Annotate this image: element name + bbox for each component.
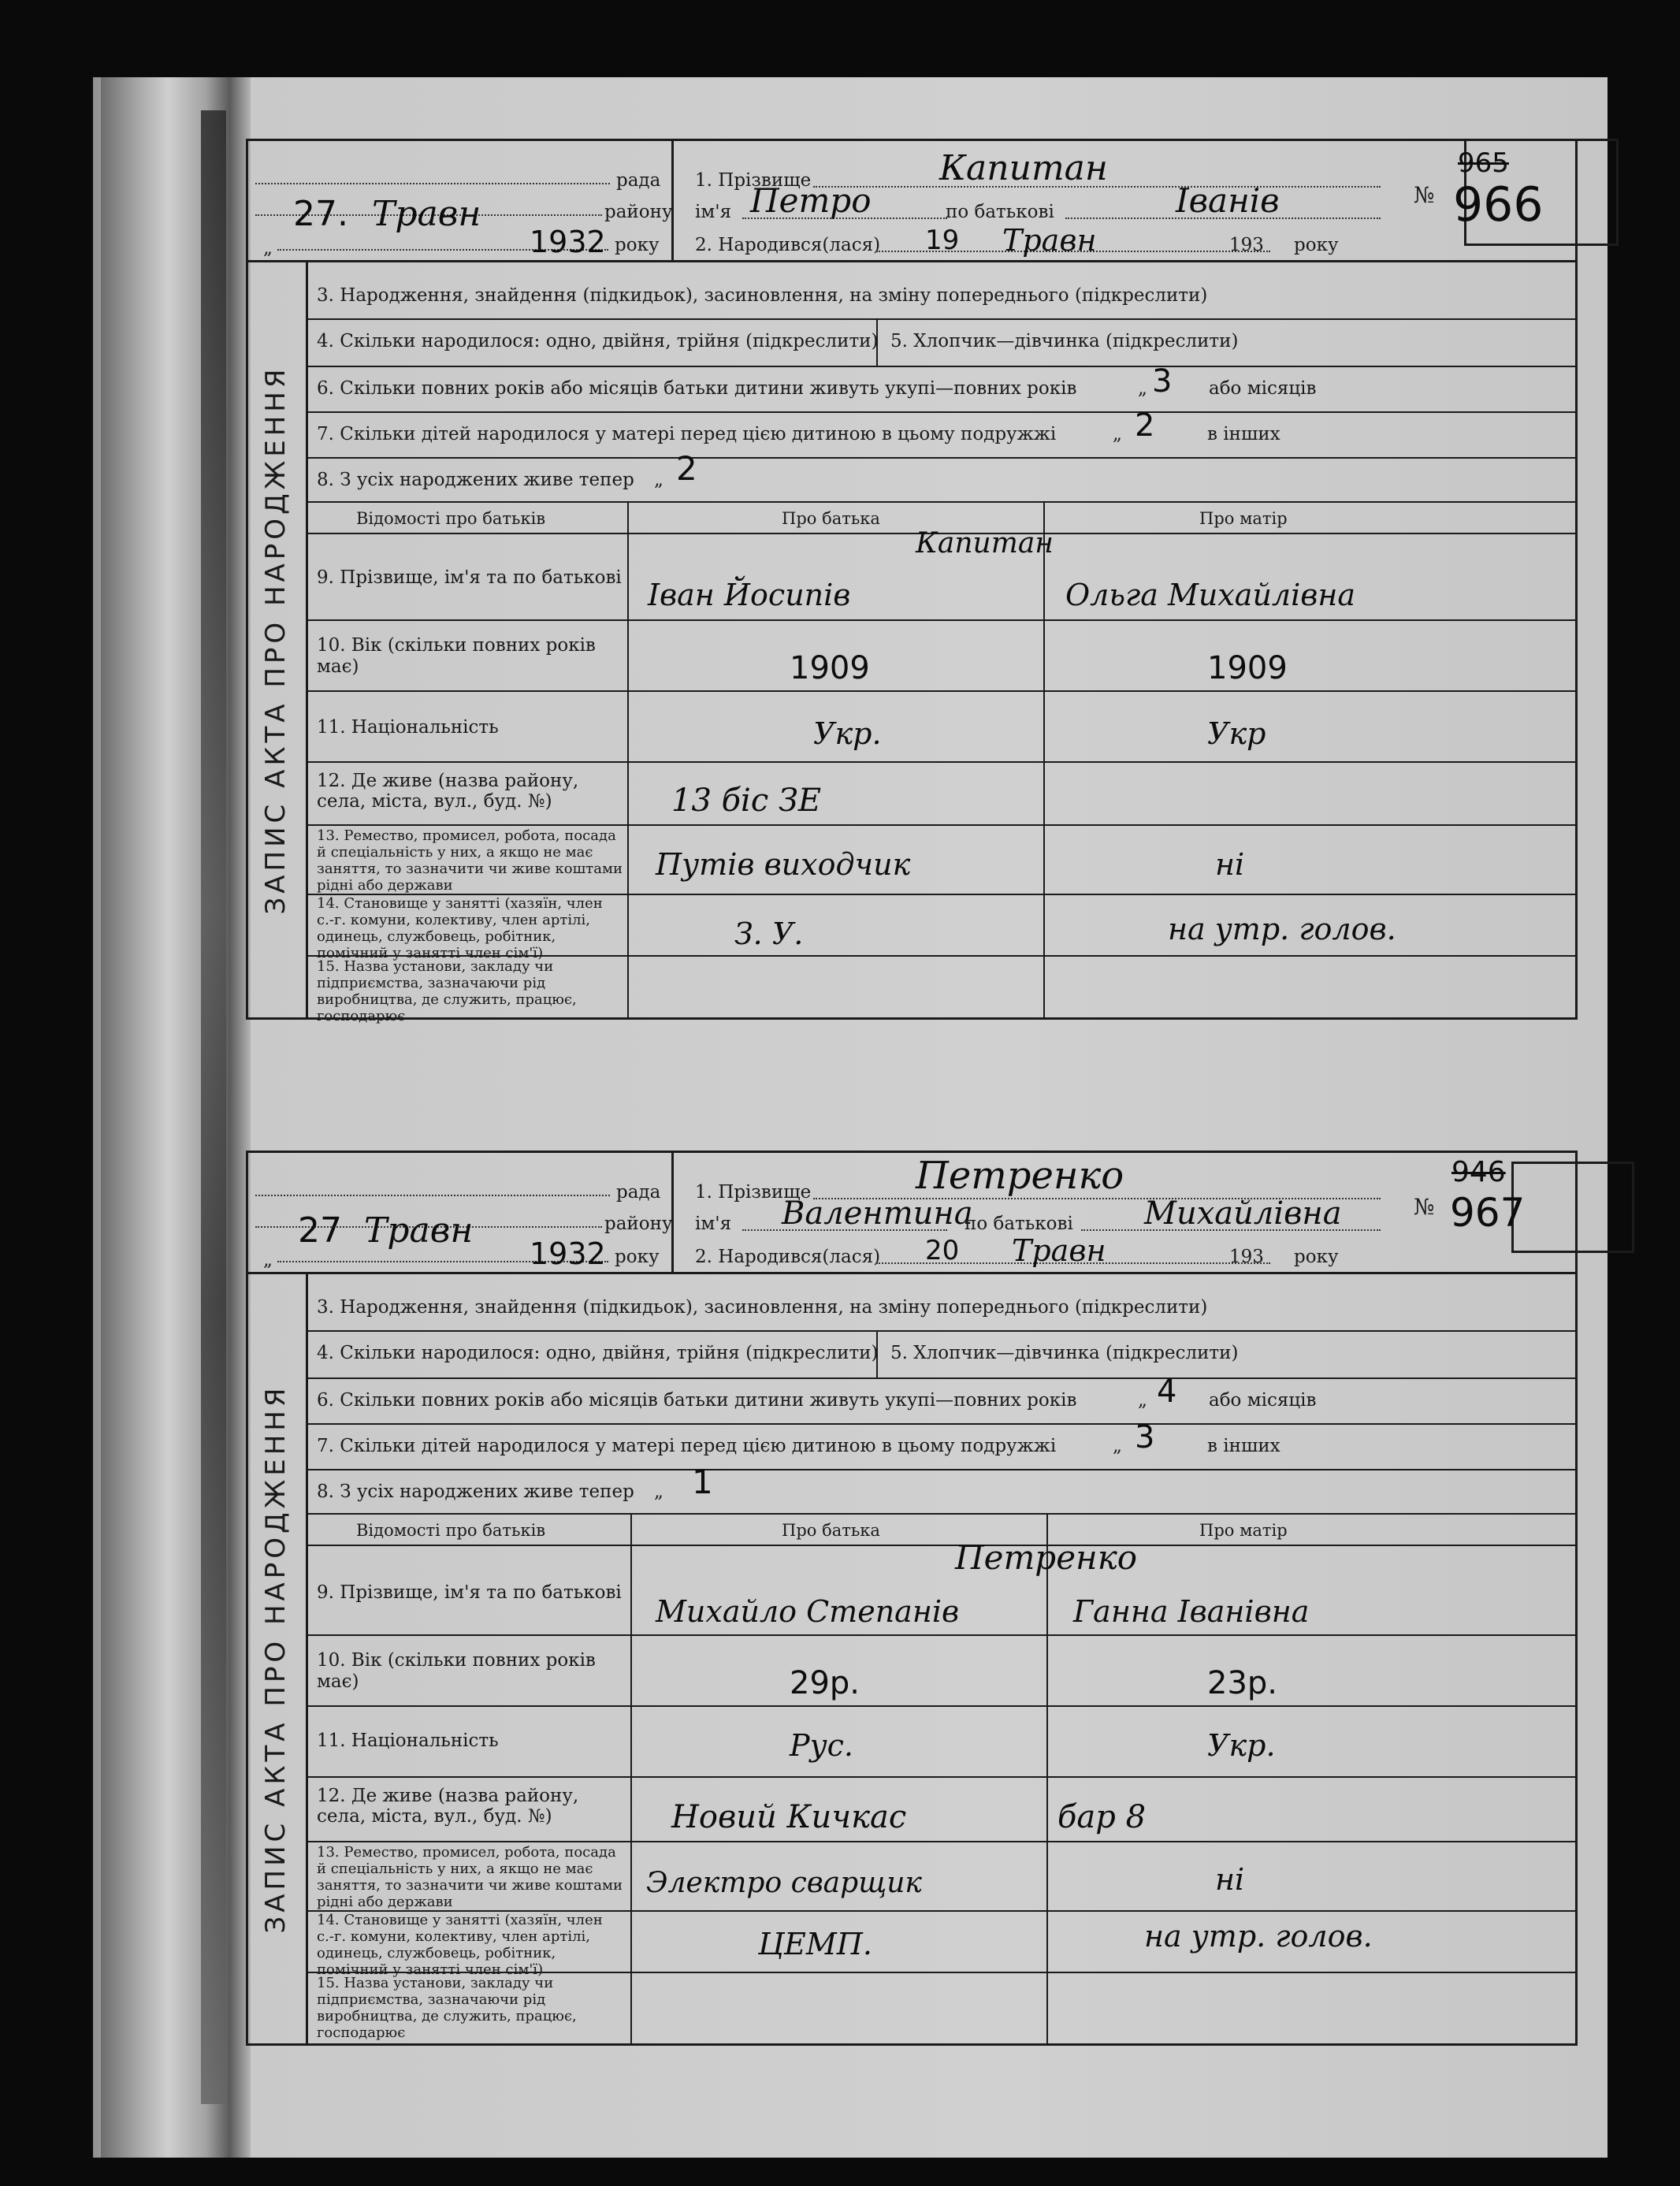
q7-children: 3 bbox=[1135, 1419, 1155, 1455]
mother-status: на утр. голов. bbox=[1168, 912, 1396, 946]
father-status: З. У. bbox=[734, 916, 804, 951]
date-year: 1932 bbox=[530, 1236, 606, 1271]
child-name: Петро bbox=[750, 181, 872, 220]
born-month: Травн bbox=[1012, 1233, 1106, 1268]
q11-label: 11. Національність bbox=[317, 1731, 499, 1751]
q14-label: 14. Становище у занятті (хазяїн, член с.-г. комуни, колективу, член артілі, одинець, службовець, робітник, помічний у занятті член сім'ї) bbox=[317, 1912, 603, 1978]
date-year: 1932 bbox=[530, 225, 606, 259]
number-prefix: № bbox=[1414, 1194, 1435, 1220]
date-day: 27. bbox=[293, 194, 348, 234]
header-separator bbox=[671, 139, 674, 260]
father-address: Новий Кичкас bbox=[671, 1799, 907, 1835]
born-label: 2. Народився(лася) bbox=[695, 235, 881, 255]
patronymic-label: по батькові bbox=[946, 202, 1054, 222]
born-day: 19 bbox=[925, 225, 960, 256]
q7-open-quote: „ bbox=[1113, 424, 1122, 444]
q13-label: 13. Ремество, промисел, робота, посада й спеціальність у них, а якщо не має заняття, то зазначити чи живе коштами рідні або держави bbox=[317, 1844, 623, 1910]
father-job: Электро сварщик bbox=[646, 1867, 922, 1899]
born-roku-label: року bbox=[1294, 1247, 1339, 1267]
row-line bbox=[306, 1634, 1578, 1636]
row-line bbox=[306, 619, 1578, 621]
record-2 bbox=[246, 1151, 1578, 2046]
q8-alive: 1 bbox=[692, 1463, 713, 1501]
col-mother: Про матір bbox=[1199, 1521, 1288, 1540]
q8-label: 8. З усіх народжених живе тепер bbox=[317, 1481, 634, 1502]
col-sep-2 bbox=[1046, 1513, 1048, 2046]
mother-status: на утр. голов. bbox=[1144, 1919, 1373, 1954]
q8-alive: 2 bbox=[676, 449, 697, 488]
row-line bbox=[306, 411, 1578, 413]
rada-label: рада bbox=[616, 170, 661, 191]
father-nationality: Рус. bbox=[790, 1728, 853, 1763]
col-sep-2 bbox=[1043, 501, 1045, 1020]
side-title-box bbox=[246, 1272, 308, 2046]
row-line bbox=[306, 1330, 1578, 1332]
q9-label: 9. Прізвище, ім'я та по батькові bbox=[317, 567, 622, 588]
row-line bbox=[306, 1972, 1578, 1973]
q7-open-quote: „ bbox=[1113, 1436, 1122, 1456]
rada-label: рада bbox=[616, 1182, 661, 1203]
quote-mark: „ bbox=[263, 1250, 273, 1270]
mother-address: бар 8 bbox=[1057, 1799, 1147, 1835]
side-title: ЗАПИС АКТА ПРО НАРОДЖЕННЯ bbox=[260, 365, 292, 915]
row-line bbox=[306, 1513, 1578, 1515]
number-old: 965 bbox=[1458, 147, 1509, 179]
mother-job: ні bbox=[1215, 1862, 1245, 1897]
father-status: ЦЕМП. bbox=[758, 1927, 873, 1961]
record-number-box bbox=[1511, 1162, 1634, 1253]
q6-months-label: або місяців bbox=[1209, 1390, 1317, 1411]
q4-label: 4. Скільки народилося: одно, двійня, трійня (підкреслити) bbox=[317, 1343, 879, 1363]
surname-label: 1. Прізвище bbox=[695, 170, 812, 191]
binding-shadow bbox=[201, 110, 226, 2104]
q3-label: 3. Народження, знайдення (підкидьок), засиновлення, на зміну попереднього (підкреслити) bbox=[317, 285, 1208, 306]
row-sep bbox=[876, 318, 878, 366]
header-divider bbox=[246, 1272, 1578, 1274]
born-year-label: 193 bbox=[1229, 1247, 1264, 1267]
q6-label: 6. Скільки повних років або місяців батьки дитини живуть укупі—повних років bbox=[317, 378, 1077, 399]
number-old: 946 bbox=[1451, 1156, 1506, 1188]
q8-open-quote: „ bbox=[654, 1481, 663, 1502]
child-surname: Петренко bbox=[916, 1154, 1124, 1198]
row-line bbox=[306, 824, 1578, 826]
father-age: 1909 bbox=[790, 650, 870, 686]
q6-open-quote: „ bbox=[1138, 1390, 1147, 1411]
row-line bbox=[306, 1423, 1578, 1425]
mother-name: Ганна Іванівна bbox=[1073, 1594, 1310, 1629]
rada-line bbox=[255, 183, 610, 184]
date-month: Травн bbox=[364, 1210, 474, 1251]
mother-name: Ольга Михайлівна bbox=[1065, 578, 1356, 612]
col-sep-1 bbox=[627, 501, 629, 1020]
mother-job: ні bbox=[1215, 847, 1245, 882]
row-line bbox=[306, 1841, 1578, 1842]
row-line bbox=[306, 955, 1578, 957]
binding-edge bbox=[101, 77, 251, 2158]
q13-label: 13. Ремество, промисел, робота, посада й спеціальність у них, а якщо не має заняття, то зазначити чи живе коштами рідні або держави bbox=[317, 827, 623, 894]
q4-label: 4. Скільки народилося: одно, двійня, трійня (підкреслити) bbox=[317, 331, 879, 351]
raion-label: району bbox=[604, 1214, 673, 1234]
q6-years: 3 bbox=[1152, 363, 1173, 400]
row-line bbox=[306, 1705, 1578, 1707]
q6-open-quote: „ bbox=[1138, 378, 1147, 399]
record-1 bbox=[246, 139, 1578, 1024]
name-label: ім'я bbox=[695, 202, 732, 222]
q12-label: 12. Де живе (назва району, села, міста, вул., буд. №) bbox=[317, 771, 579, 812]
child-name: Валентина bbox=[782, 1195, 973, 1232]
row-sep bbox=[876, 1330, 878, 1377]
q7-label: 7. Скільки дітей народилося у матері перед цією дитиною в цьому подружжі bbox=[317, 424, 1057, 444]
q8-open-quote: „ bbox=[654, 470, 663, 490]
child-surname: Капитан bbox=[939, 148, 1108, 188]
row-line bbox=[306, 366, 1578, 367]
row-line bbox=[306, 501, 1578, 503]
raion-label: району bbox=[604, 202, 673, 222]
row-line bbox=[306, 690, 1578, 692]
date-day: 27 bbox=[298, 1210, 342, 1251]
number-prefix: № bbox=[1414, 182, 1435, 208]
q9-label: 9. Прізвище, ім'я та по батькові bbox=[317, 1582, 622, 1603]
born-roku-label: року bbox=[1294, 235, 1339, 255]
q11-label: 11. Національність bbox=[317, 717, 499, 738]
col-sep-1 bbox=[630, 1513, 632, 2046]
father-name: Михайло Степанів bbox=[656, 1594, 960, 1629]
q14-label: 14. Становище у занятті (хазяїн, член с.-г. комуни, колективу, член артілі, одинець, службовець, робітник, помічний у занятті член сім'ї) bbox=[317, 895, 603, 961]
header-divider bbox=[246, 260, 1578, 262]
row-line bbox=[306, 318, 1578, 320]
born-day: 20 bbox=[925, 1235, 960, 1266]
q6-label: 6. Скільки повних років або місяців батьки дитини живуть укупі—повних років bbox=[317, 1390, 1077, 1411]
father-job: Путів виходчик bbox=[656, 847, 911, 882]
q7-label: 7. Скільки дітей народилося у матері перед цією дитиною в цьому подружжі bbox=[317, 1436, 1057, 1456]
row-line bbox=[306, 1377, 1578, 1379]
parents-surname: Петренко bbox=[955, 1538, 1138, 1577]
mother-nationality: Укр bbox=[1207, 716, 1266, 751]
surname-label: 1. Прізвище bbox=[695, 1182, 812, 1203]
mother-nationality: Укр. bbox=[1207, 1728, 1276, 1763]
col-father: Про батька bbox=[782, 509, 880, 528]
parents-surname: Капитан bbox=[916, 527, 1054, 560]
side-title-box bbox=[246, 260, 308, 1020]
child-patronymic: Іванів bbox=[1176, 181, 1280, 220]
q7-children: 2 bbox=[1135, 407, 1155, 444]
father-age: 29р. bbox=[790, 1665, 860, 1701]
record-number: 967 bbox=[1450, 1190, 1526, 1236]
q12-label: 12. Де живе (назва району, села, міста, вул., буд. №) bbox=[317, 1786, 579, 1827]
patronymic-label: по батькові bbox=[965, 1214, 1073, 1234]
q7-other-label: в інших bbox=[1207, 424, 1280, 444]
year-label: року bbox=[615, 1247, 660, 1267]
q5-label: 5. Хлопчик—дівчинка (підкреслити) bbox=[890, 331, 1239, 351]
q3-label: 3. Народження, знайдення (підкидьок), засиновлення, на зміну попереднього (підкреслити) bbox=[317, 1297, 1208, 1318]
father-address: 13 біс ЗЕ bbox=[671, 783, 822, 819]
q10-label: 10. Вік (скільки повних років має) bbox=[317, 635, 596, 677]
name-label: ім'я bbox=[695, 1214, 732, 1234]
father-nationality: Укр. bbox=[813, 716, 882, 751]
rada-line bbox=[255, 1195, 610, 1196]
born-label: 2. Народився(лася) bbox=[695, 1247, 881, 1267]
quote-mark: „ bbox=[263, 238, 273, 258]
q7-other-label: в інших bbox=[1207, 1436, 1280, 1456]
mother-age: 1909 bbox=[1207, 650, 1288, 686]
row-line bbox=[306, 1545, 1578, 1546]
q6-months-label: або місяців bbox=[1209, 378, 1317, 399]
header-separator bbox=[671, 1151, 674, 1272]
col-info: Відомості про батьків bbox=[356, 509, 546, 528]
born-month: Травн bbox=[1002, 223, 1097, 258]
mother-age: 23р. bbox=[1207, 1665, 1278, 1701]
row-line bbox=[306, 761, 1578, 763]
q15-label: 15. Назва установи, закладу чи підприємства, зазначаючи рід виробництва, де служить, працює, господарює bbox=[317, 958, 577, 1024]
row-line bbox=[306, 1469, 1578, 1470]
row-line bbox=[306, 457, 1578, 459]
q10-label: 10. Вік (скільки повних років має) bbox=[317, 1650, 596, 1692]
child-patronymic: Михайлівна bbox=[1144, 1195, 1342, 1232]
date-month: Травн bbox=[372, 194, 481, 234]
year-label: року bbox=[615, 235, 660, 255]
q8-label: 8. З усіх народжених живе тепер bbox=[317, 470, 634, 490]
father-name: Іван Йосипів bbox=[648, 578, 851, 612]
col-info: Відомості про батьків bbox=[356, 1521, 546, 1540]
col-father: Про батька bbox=[782, 1521, 880, 1540]
row-line bbox=[306, 1776, 1578, 1778]
born-year-label: 193 bbox=[1229, 235, 1264, 255]
q15-label: 15. Назва установи, закладу чи підприємства, зазначаючи рід виробництва, де служить, працює, господарює bbox=[317, 1975, 577, 2041]
record-number: 966 bbox=[1453, 177, 1544, 232]
col-mother: Про матір bbox=[1199, 509, 1288, 528]
q6-years: 4 bbox=[1157, 1374, 1177, 1410]
q5-label: 5. Хлопчик—дівчинка (підкреслити) bbox=[890, 1343, 1239, 1363]
side-title: ЗАПИС АКТА ПРО НАРОДЖЕННЯ bbox=[260, 1384, 292, 1934]
